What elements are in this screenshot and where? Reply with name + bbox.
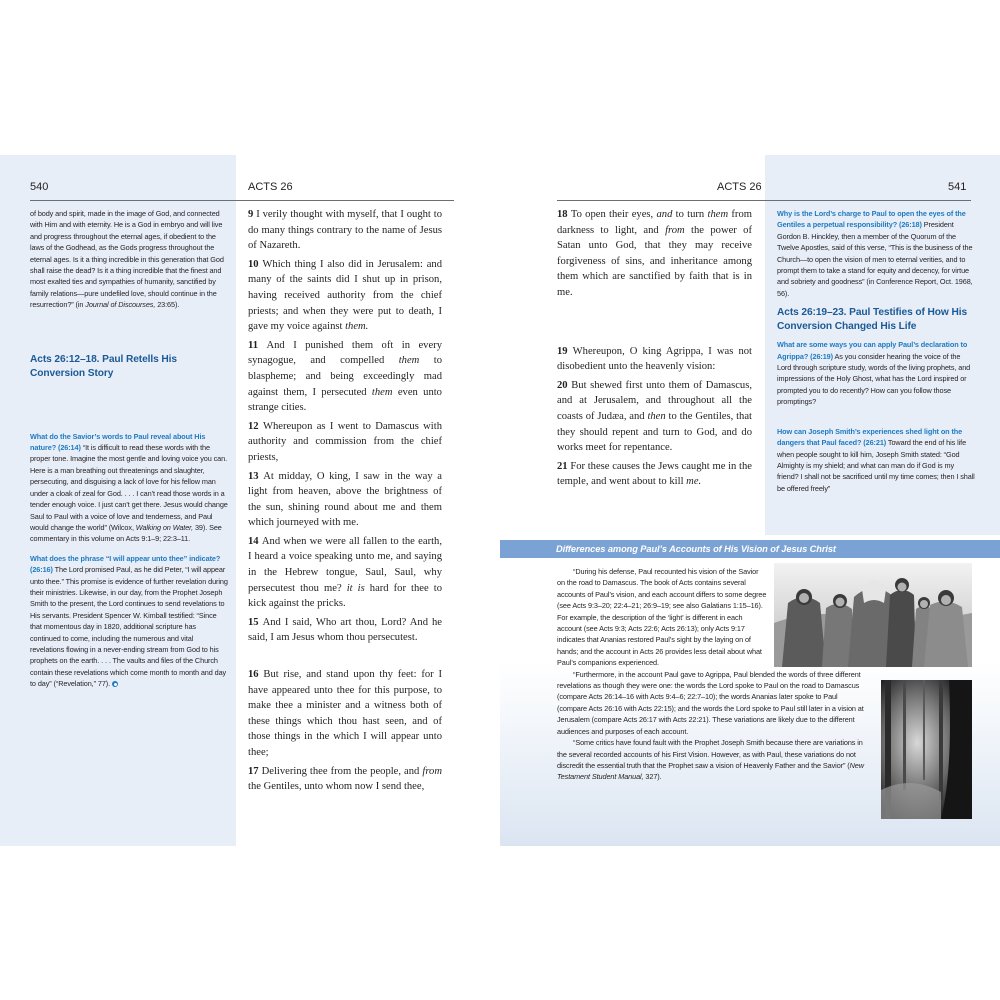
verse-9: [248, 207, 442, 254]
question-26-16: What does the phrase “I will appear unto thee” indicate? (26:16): [30, 553, 221, 575]
verse-italic-text: it is: [346, 582, 365, 594]
verse-text: Which thing I also did in Jerusalem: and many of the saints did I shut up in prison, having received authority from the chief priests; and when they were put to death, I gave my voice against: [248, 258, 442, 333]
verse-17: [248, 764, 442, 795]
verse-text: the power of Satan unto God, that they may receive forgiveness of sins, and inheritance among them which are sanctified by faith that is in me.: [557, 224, 752, 298]
verse-text: But shewed first unto them of Damascus, and at Jerusalem, and throughout all the coasts of Judæa, and: [557, 379, 752, 422]
verse-italic-text: then: [647, 410, 666, 422]
verse-number: 15: [248, 616, 263, 628]
verse-number: 12: [248, 420, 263, 432]
continuation-text: of body and spirit, made in the image of God, and connected with Him and with eternity. He is a God in embryo and will live and progress throughout the eternal ages, if obedient to the laws of the Godhead, as the Gods progress throughout the eternal ages. Is it a thing incredible in this generation that God shall raise the dead? Is it a thing incredible that the finest and most exalted ties and sympathies of humanity, sanctified by family relations—pure undefiled love, should continue in the resurrection?” (in: [30, 209, 224, 310]
verse-italic-text: them: [398, 355, 420, 367]
verse-text: Delivering thee from the people, and: [261, 765, 423, 777]
verse-number: 11: [248, 339, 267, 351]
verse-text: Whereupon, O king Agrippa, I was not disobedient unto the heavenly vision:: [557, 345, 752, 373]
forest-illustration: [881, 680, 972, 819]
verse-text: to blaspheme; and being exceedingly mad against them, I persecuted: [248, 355, 442, 398]
question-26-21: How can Joseph Smith’s experiences shed light on the dangers that Paul faced? (26:21): [777, 426, 963, 448]
verse-number: 9: [248, 209, 257, 220]
verse-text: To open their eyes,: [570, 209, 657, 220]
verse-15: [248, 615, 442, 646]
verse-italic-text: me.: [686, 476, 702, 488]
verse-text: from darkness to light, and: [557, 209, 752, 236]
verse-number: 18: [557, 209, 571, 220]
verses-group-9-15: [248, 207, 442, 649]
sidebar-paragraph-3: [557, 737, 869, 783]
continuation-citation: 23:65).: [155, 300, 180, 310]
sidebar-paragraph-3-citation: 327).: [643, 772, 662, 782]
running-head-left: ACTS 26: [248, 181, 293, 193]
commentary-q-26-19: [777, 339, 975, 407]
verse-italic-text: them: [707, 209, 729, 220]
commentary-q-26-18: [777, 208, 975, 299]
verse-number: 13: [248, 470, 264, 482]
verse-13: [248, 469, 442, 531]
verses-group-18: [557, 207, 752, 304]
verse-italic-text: from: [665, 224, 685, 236]
verse-text: even unto strange cities.: [248, 386, 442, 414]
sidebar-paragraph-3-source: New Testament Student Manual,: [557, 760, 864, 782]
verses-column-left: [248, 207, 442, 798]
page-number-right: 541: [948, 181, 967, 193]
verse-text: And I said, Who art thou, Lord? And he said, I am Jesus whom thou persecutest.: [248, 616, 442, 644]
question-26-18: Why is the Lord’s charge to Paul to open the eyes of the Gentiles a perpetual responsibility? (26:18): [777, 209, 966, 230]
verse-number: 10: [248, 258, 263, 270]
sacred-grove-photo: [881, 680, 972, 819]
verse-18: [557, 207, 752, 301]
verse-14: [248, 534, 442, 612]
header-rule-right: [557, 200, 971, 201]
section-heading-26-12: Acts 26:12–18. Paul Retells His Conversion Story: [30, 353, 177, 379]
verse-text: But rise, and stand upon thy feet: for I have appeared unto thee for this purpose, to make thee a minister and a witness both of these things which thou hast seen, and of those things in the which I will appear unto thee;: [248, 669, 442, 758]
verse-text: And when we were all fallen to the earth, I heard a voice speaking unto me, and saying in the Hebrew tongue, Saul, Saul, why persecutest thou me?: [248, 535, 442, 594]
verse-number: 19: [557, 345, 573, 357]
page-number-left: 540: [30, 181, 49, 193]
answer-26-14: “It is difficult to read these words with the proper tone. Imagine the most gentle and loving voice you can. Here is a man breathing out threatenings and slaughter, persecuting, and disguising a lack of love for his fellow man under a cloak of zeal for God. . . . I can’t read those words in a tender enough voice. I just can’t get there. Jesus would change Saul to Paul with a voice of love and tenderness, and Paul would change the world” (Wilcox,: [30, 443, 228, 532]
left-commentary-column: [30, 208, 228, 690]
sidebar-title: Differences among Paul’s Accounts of His Vision of Jesus Christ: [500, 540, 1000, 558]
section-heading-26-19: Acts 26:19–23. Paul Testifies of How His Conversion Changed His Life: [777, 307, 968, 333]
commentary-continuation: [30, 208, 228, 311]
verse-text: At midday, O king, I saw in the way a light from heaven, above the brightness of the sun, shining round about me and them which journeyed with me.: [248, 470, 442, 529]
continue-circle-icon: [112, 681, 118, 687]
verse-20: [557, 378, 752, 456]
question-26-14: What do the Savior’s words to Paul reveal about His nature? (26:14): [30, 431, 206, 453]
commentary-q-26-21: [777, 426, 975, 494]
answer-26-14-citation: 39). See commentary in this volume on Acts 9:1–9; 22:3–11.: [30, 522, 222, 544]
verse-12: [248, 419, 442, 466]
sidebar-paragraph-2: “Furthermore, in the account Paul gave to Agrippa, Paul blended the words of three different revelations as though they were one: the words the Lord spoke to Paul on the road to Damascus (compare Acts 26:14–16 with Acts 9:4–6; 22:7–10); the words Ananias later spoke to Paul (compare Acts 26:16 with Acts 22:15); and the words the Lord spoke to Paul still later in a vision at Jerusalem (compare Acts 26:17 with Acts 22:21). These variations are likely due to the different audiences and purposes of each account.: [557, 669, 864, 736]
verse-italic-text: them: [371, 386, 393, 398]
verse-text: And I punished them oft in every synagogue, and compelled: [248, 339, 442, 367]
verse-text: to turn: [672, 209, 708, 220]
answer-26-21: Toward the end of his life when people sought to kill him, Joseph Smith stated: “God Almighty is my shield; and what can man do if God is my friend? I shall not be sacrificed until my time comes; then I shall be offered freely”: [777, 438, 975, 493]
verse-italic-text: and: [656, 209, 673, 220]
verse-10: [248, 257, 442, 335]
verse-16: [248, 667, 442, 761]
question-26-19: What are some ways you can apply Paul’s declaration to Agrippa? (26:19): [777, 340, 968, 361]
verse-number: 14: [248, 535, 262, 547]
verse-text: For these causes the Jews caught me in the temple, and went about to kill: [557, 460, 752, 488]
verse-number: 21: [557, 460, 571, 472]
right-commentary-column: [777, 208, 975, 494]
paul-and-companions-illustration: [774, 563, 972, 667]
verse-text: I verily thought with myself, that I ought to do many things contrary to the name of Jesus of Nazareth.: [248, 209, 442, 252]
verse-text: to the Gentiles, that they should repent and turn to God, and do works meet for repentance.: [557, 410, 752, 454]
answer-26-14-source: Walking on Water,: [135, 522, 194, 532]
verses-group-19-21: [557, 344, 752, 493]
header-rule-left: [30, 200, 454, 201]
verse-italic-text: from: [422, 765, 442, 777]
verse-number: 20: [557, 379, 572, 391]
verse-number: 17: [248, 765, 262, 777]
verse-11: [248, 338, 442, 416]
verse-19: [557, 344, 752, 375]
commentary-q-26-16: [30, 553, 228, 690]
answer-26-19: As you consider hearing the voice of the Lord through scripture study, words of the living prophets, and impressions of the Holy Ghost, what has the Lord inspired or prompted you to do recently? How can you follow those promptings?: [777, 351, 971, 407]
sidebar-paragraph-3-text: “Some critics have found fault with the Prophet Joseph Smith because there are variations in the several recorded accounts of his First Vision. However, as with Paul, these variations do not discredit the essential truth that the Prophet saw a vision of Heavenly Father and the Savior” (: [557, 738, 863, 770]
running-head-right: ACTS 26: [717, 181, 762, 193]
sidebar-paragraph-1: “During his defense, Paul recounted his vision of the Savior on the road to Damascus. The book of Acts contains several accounts of Paul’s vision, and each account differs to some degree (see Acts 9:3–20; 22:4–21; 26:9–19; see also Galatians 1:15–16). For example, the description of the ‘light’ is different in each account (see Acts 9:3; Acts 22:6; Acts 26:13); only Acts 9:17 indicates that Ananias restored Paul’s sight by the laying on of hands; and the account in Acts 26 provides less detail about what Paul’s companions experienced.: [557, 567, 767, 668]
verse-number: 16: [248, 669, 264, 681]
verses-group-16-17: [248, 667, 442, 798]
verses-column-right: [557, 207, 752, 493]
commentary-q-26-14: [30, 431, 228, 545]
verse-italic-text: them.: [345, 321, 369, 333]
paul-and-companions-photo: [774, 563, 972, 667]
verse-text: the Gentiles, unto whom now I send thee,: [248, 781, 425, 793]
verse-21: [557, 459, 752, 490]
verse-text: Whereupon as I went to Damascus with authority and commission from the chief priests,: [248, 420, 442, 463]
answer-26-18: President Gordon B. Hinckley, then a member of the Quorum of the Twelve Apostles, said of this verse, “This is the business of the Church—to open the vision of men to eternal verities, and to prompt them to take a stand for equity and decency, for virtue and sobriety and goodness” (in Conference Report, Oct. 1968, 56).: [777, 220, 973, 298]
verse-text: hard for thee to kick against the pricks.: [248, 582, 442, 610]
answer-26-16: The Lord promised Paul, as he did Peter, “I will appear unto thee.” This promise is evidence of further revelation during their ministries. Likewise, in our day, from the Prophet Joseph Smith to the present, the Lord continues to send revelations to His servants. President Spencer W. Kimball testified: “Since that momentous day in 1820, additional scripture has continued to come, including the numerous and vital revelations flowing in a never-ending stream from God to his prophets on the earth. . . . The vaults and files of the Church contain these revelations which come month to month and day to day” (“Revelation,” 77).: [30, 565, 228, 689]
continuation-source: Journal of Discourses,: [85, 300, 156, 310]
